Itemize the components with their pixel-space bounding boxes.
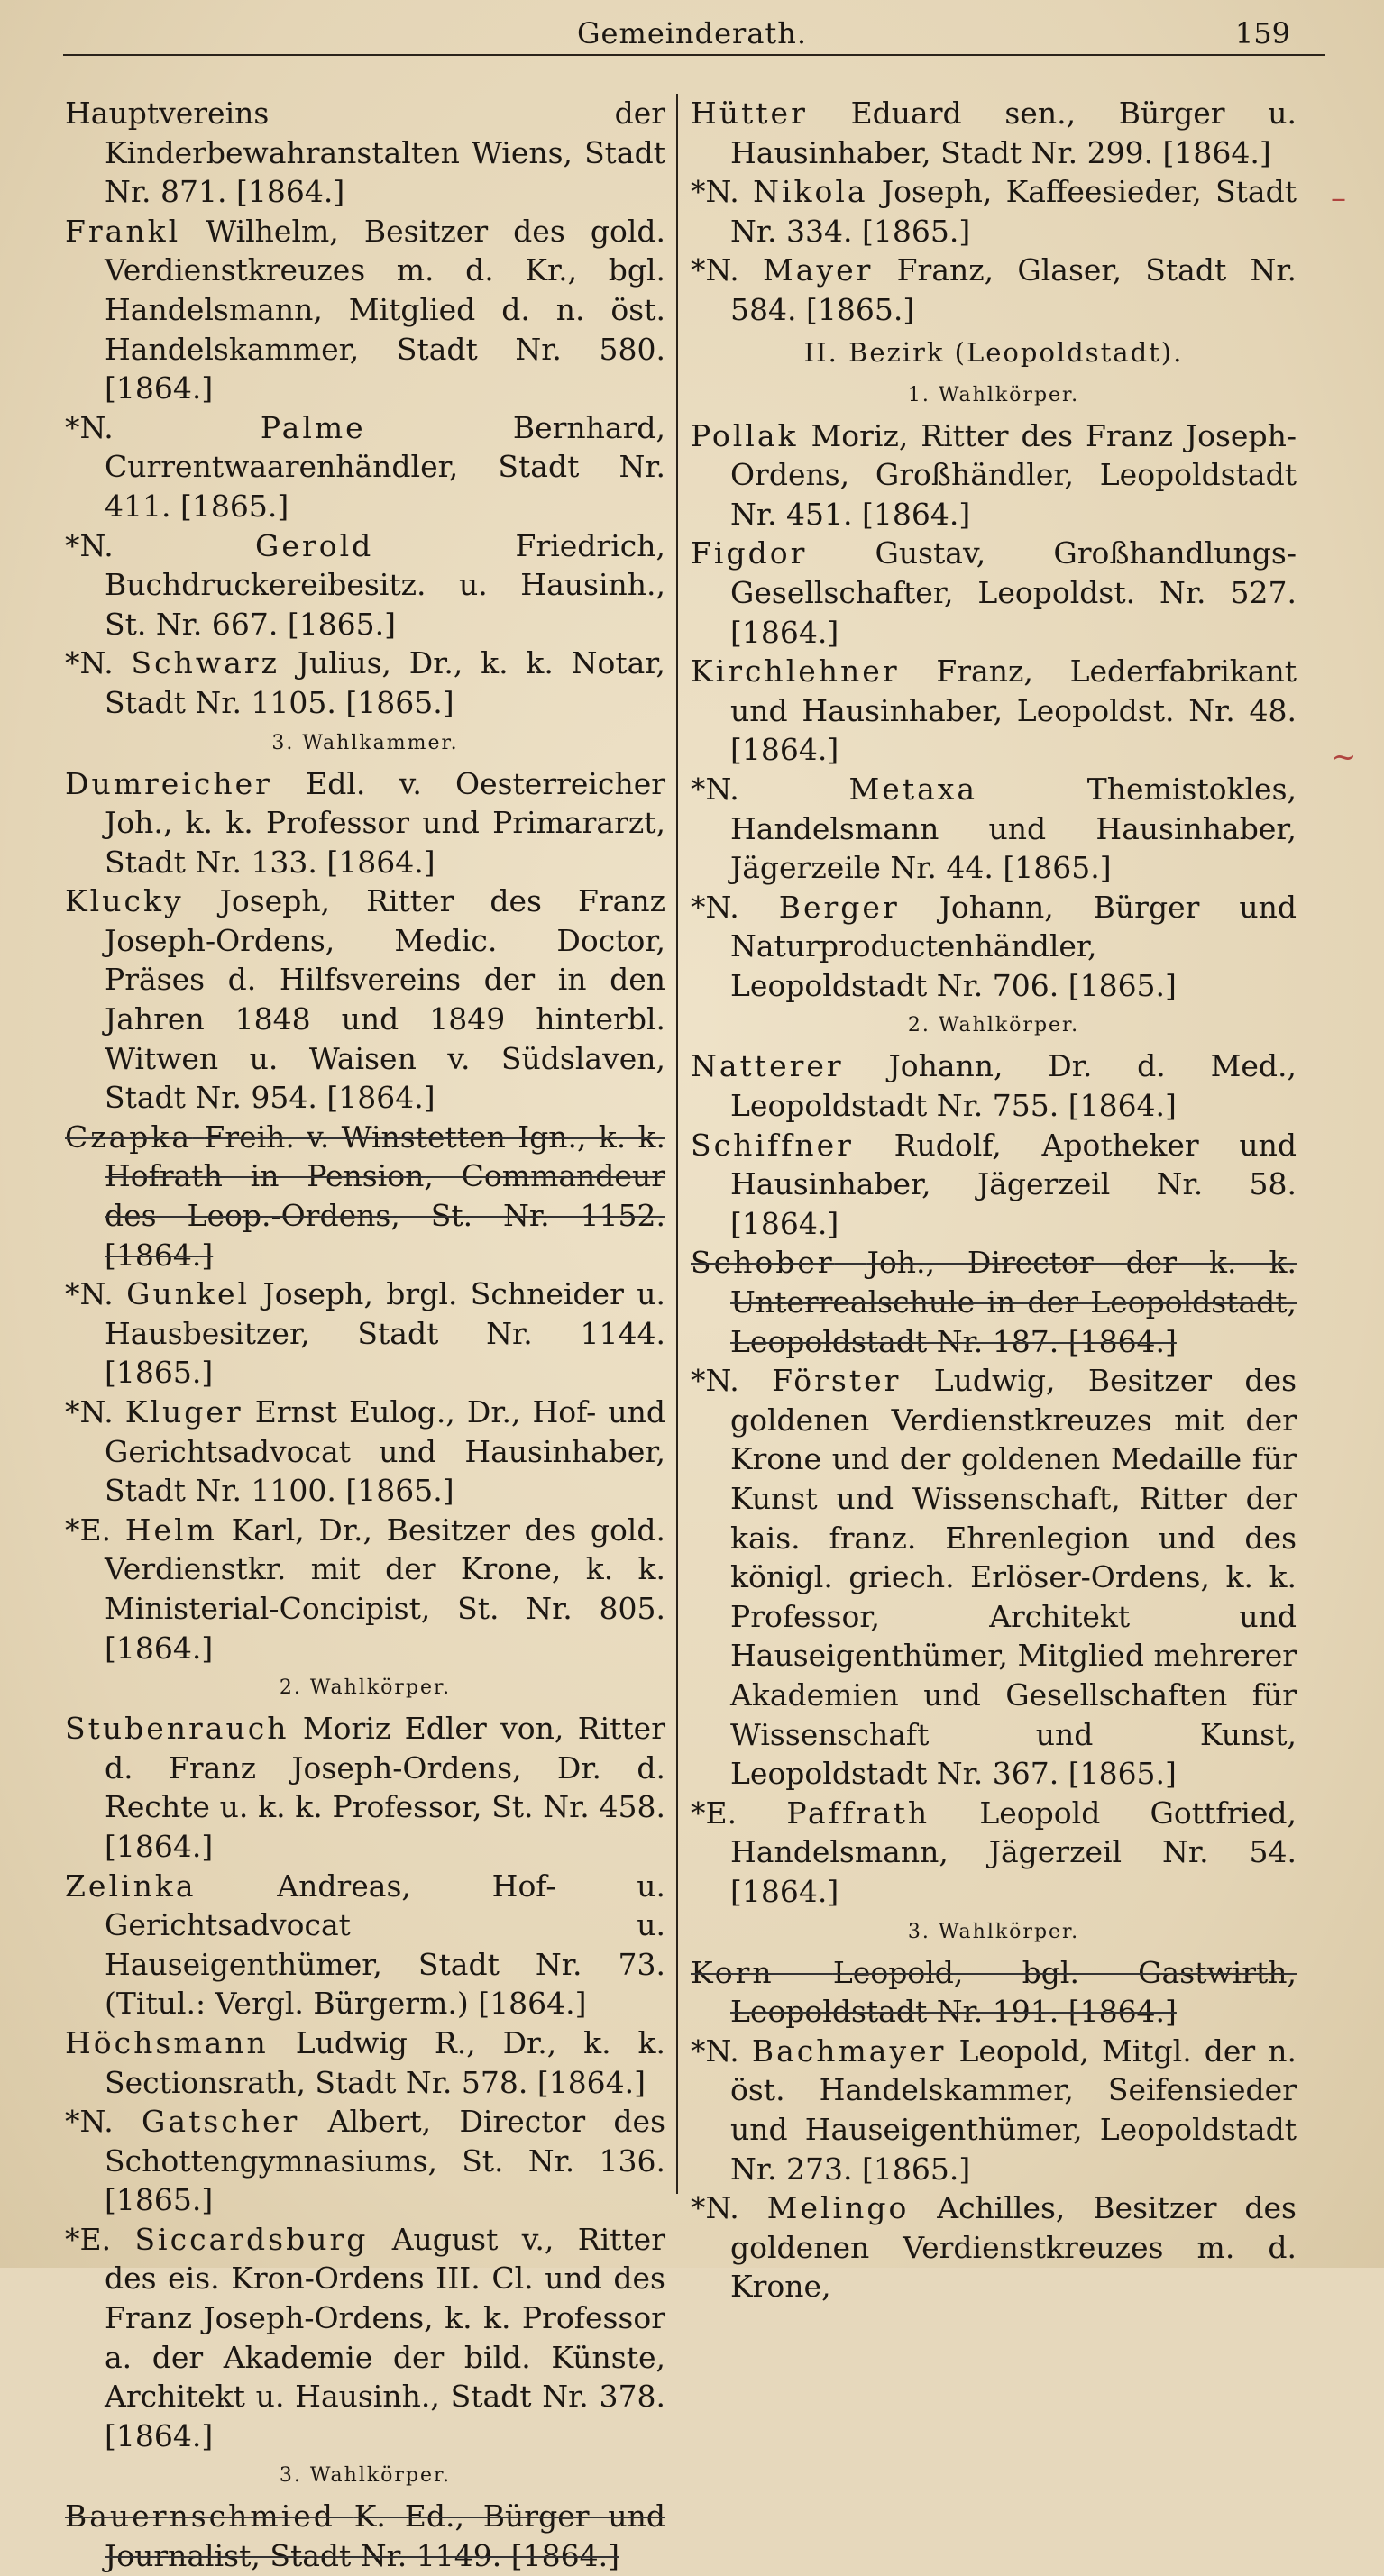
entry-details: Achilles, Besitzer des goldenen Verdienstkreuzes m. d. Krone,: [730, 2190, 1297, 2305]
entry-details: K. Ed., Bürger und Journalist, Stadt Nr. 1149. [1864.]: [105, 2498, 665, 2574]
entry-surname: Zelinka: [65, 1868, 197, 1904]
directory-entry: [691, 2188, 1297, 2307]
entry-details: Friedrich, Buchdruckereibesitz. u. Hausinh., St. Nr. 667. [1865.]: [105, 527, 665, 642]
section-heading: 3. Wahlkörper.: [907, 1920, 1080, 1943]
directory-entry: [65, 644, 665, 722]
entry-prefix: *E.: [65, 1512, 112, 1548]
entry-prefix: *N.: [65, 2104, 114, 2140]
directory-entry: [65, 94, 665, 212]
entry-surname: Dumreicher: [65, 765, 272, 801]
entry-surname: Melingo: [766, 2190, 910, 2226]
entry-surname: Figdor: [691, 535, 808, 571]
entry-prefix: *N.: [691, 174, 739, 210]
directory-entry: [65, 212, 665, 408]
margin-pencil-mark: –: [1331, 180, 1346, 216]
margin-pencil-mark: ~: [1331, 739, 1357, 775]
entry-prefix: *E.: [691, 1795, 738, 1831]
entry-details: Freih. v. Winstetten Ign., k. k. Hofrath in Pension, Commandeur des Leop.-Ordens, St. Nr. 1152. [1864.]: [105, 1119, 665, 1273]
entry-details: Joseph, Ritter des Franz Joseph-Ordens, Medic. Doctor, Präses d. Hilfsvereins der in den Jahren 1848 und 1849 hinterbl. Witwen u. Waisen v. Südslaven, Stadt Nr. 954. [1864.]: [105, 883, 665, 1116]
struck-entry: [691, 1243, 1297, 1361]
section-heading: 2. Wahlkörper.: [907, 1014, 1080, 1037]
left-column: [65, 94, 665, 2576]
entry-surname: Siccardsburg: [134, 2221, 369, 2257]
entry-details: Gustav, Großhandlungs-Gesellschafter, Leopoldst. Nr. 527. [1864.]: [730, 535, 1297, 650]
directory-entry: [691, 416, 1297, 534]
entry-details: Johann, Bürger und Naturproductenhändler, Leopoldstadt Nr. 706. [1865.]: [730, 889, 1297, 1003]
running-title: Gemeinderath.: [576, 16, 808, 50]
entry-details: Karl, Dr., Besitzer des gold. Verdienstkr. mit der Krone, k. k. Ministerial-Concipist, St. Nr. 805. [1864.]: [105, 1512, 665, 1666]
directory-entry: [65, 2102, 665, 2220]
entry-details: Joh., Director der k. k. Unterrealschule in der Leopoldstadt, Leopoldstadt Nr. 187. [1864.]: [730, 1245, 1297, 1359]
entry-surname: Nikola: [753, 174, 868, 210]
entry-details: Johann, Dr. d. Med., Leopoldstadt Nr. 755. [1864.]: [730, 1048, 1297, 1124]
struck-entry: [65, 1118, 665, 1274]
entry-surname: Schwarz: [131, 645, 280, 681]
entry-details: Joseph, Kaffeesieder, Stadt Nr. 334. [1865.]: [730, 174, 1297, 249]
entry-prefix: *N.: [65, 409, 114, 445]
entry-details: Themistokles, Handelsmann und Hausinhaber, Jägerzeile Nr. 44. [1865.]: [730, 771, 1297, 886]
entry-prefix: *N.: [691, 771, 739, 807]
entry-surname: Palme: [260, 409, 366, 445]
directory-entry: [65, 1274, 665, 1393]
right-column: [691, 94, 1297, 2307]
entry-surname: Bauernschmied: [65, 2498, 335, 2535]
directory-entry: [65, 1867, 665, 2023]
directory-entry: [691, 1126, 1297, 1244]
entry-prefix: *N.: [65, 527, 114, 563]
entry-details: Andreas, Hof- u. Gerichtsadvocat u. Hauseigenthümer, Stadt Nr. 73. (Titul.: Vergl. Bürgerm.) [1864.]: [105, 1868, 666, 2022]
entry-surname: Frankl: [65, 213, 181, 249]
entry-surname: Natterer: [691, 1048, 844, 1084]
entry-surname: Korn: [691, 1954, 774, 1990]
directory-entry: [691, 888, 1297, 1006]
directory-entry: [691, 172, 1297, 251]
entry-details: Rudolf, Apotheker und Hausinhaber, Jägerzeil Nr. 58. [1864.]: [730, 1127, 1297, 1241]
entry-surname: Pollak: [691, 417, 799, 453]
entry-details: Moriz Edler von, Ritter d. Franz Joseph-Ordens, Dr. d. Rechte u. k. k. Professor, St. Nr. 458. [1864.]: [105, 1711, 665, 1864]
entry-surname: Stubenrauch: [65, 1711, 289, 1747]
header-rule: [63, 54, 1325, 56]
directory-entry: [691, 2032, 1297, 2188]
section-heading: 2. Wahlkörper.: [279, 1676, 452, 1700]
entry-surname: Schiffner: [691, 1127, 854, 1163]
page-number: 159: [1234, 16, 1290, 50]
entry-surname: Mayer: [763, 252, 874, 288]
directory-entry: [65, 408, 665, 526]
entry-surname: Berger: [778, 889, 900, 925]
entry-surname: Paffrath: [786, 1795, 930, 1831]
entry-details: Moriz, Ritter des Franz Joseph-Ordens, Großhändler, Leopoldstadt Nr. 451. [1864.]: [730, 417, 1297, 532]
entry-surname: Hütter: [691, 96, 808, 131]
entry-surname: Klucky: [65, 883, 184, 919]
entry-prefix: *N.: [691, 2032, 739, 2069]
entry-details: Wilhelm, Besitzer des gold. Verdienstkreuzes m. d. Kr., bgl. Handelsmann, Mitglied d. n. öst. Handelskammer, Stadt Nr. 580. [1864.]: [105, 213, 665, 406]
struck-entry: [691, 1953, 1297, 2032]
entry-details: Bernhard, Currentwaarenhändler, Stadt Nr. 411. [1865.]: [105, 409, 665, 524]
entry-details: Eduard sen., Bürger u. Hausinhaber, Stadt Nr. 299. [1864.]: [730, 96, 1297, 170]
directory-entry: [691, 1361, 1297, 1794]
entry-surname: Schober: [691, 1245, 835, 1281]
entry-details: Hauptvereins der Kinderbewahranstalten Wiens, Stadt Nr. 871. [1864.]: [65, 96, 665, 210]
directory-entry: [65, 2220, 665, 2456]
entry-prefix: *N.: [691, 252, 739, 288]
entry-surname: Gatscher: [142, 2104, 300, 2140]
entry-details: Franz, Glaser, Stadt Nr. 584. [1865.]: [730, 252, 1297, 327]
entry-details: Ludwig R., Dr., k. k. Sectionsrath, Stadt Nr. 578. [1864.]: [105, 2024, 665, 2100]
directory-entry: [65, 1511, 665, 1667]
directory-entry: [691, 652, 1297, 770]
section-heading: II. Bezirk (Leopoldstadt).: [803, 336, 1184, 368]
entry-details: Franz, Lederfabrikant und Hausinhaber, Leopoldst. Nr. 48. [1864.]: [730, 653, 1297, 768]
entry-details: Leopold Gottfried, Handelsmann, Jägerzeil Nr. 54. [1864.]: [730, 1795, 1297, 1909]
entry-surname: Kirchlehner: [691, 653, 900, 690]
entry-surname: Metaxa: [848, 771, 978, 807]
directory-entry: [691, 1794, 1297, 1912]
entry-details: Leopold, bgl. Gastwirth, Leopoldstadt Nr. 191. [1864.]: [730, 1954, 1297, 2030]
directory-entry: [65, 1709, 665, 1866]
section-heading: 1. Wahlkörper.: [907, 383, 1080, 406]
directory-entry: [65, 2023, 665, 2102]
entry-details: Albert, Director des Schottengymnasiums, St. Nr. 136. [1865.]: [105, 2104, 665, 2218]
entry-surname: Förster: [772, 1363, 902, 1399]
entry-surname: Höchsmann: [65, 2024, 269, 2060]
entry-surname: Gerold: [255, 527, 374, 563]
entry-details: Joseph, brgl. Schneider u. Hausbesitzer, Stadt Nr. 1144. [1865.]: [105, 1276, 665, 1391]
entry-prefix: *N.: [691, 889, 739, 925]
directory-entry: [691, 1046, 1297, 1125]
entry-surname: Kluger: [124, 1394, 243, 1430]
section-heading: 3. Wahlkörper.: [279, 2464, 452, 2488]
entry-details: August v., Ritter des eis. Kron-Ordens III. Cl. und des Franz Joseph-Ordens, k. k. Professor a. der Akademie der bild. Künste, Architekt u. Hausinh., Stadt Nr. 378. [1864.]: [105, 2221, 665, 2453]
directory-entry: [691, 251, 1297, 329]
entry-prefix: *N.: [691, 1363, 739, 1399]
entry-details: Edl. v. Oesterreicher Joh., k. k. Professor und Primararzt, Stadt Nr. 133. [1864.]: [105, 765, 665, 880]
entry-prefix: *N.: [691, 2190, 739, 2226]
directory-entry: [65, 526, 665, 644]
directory-entry: [65, 882, 665, 1118]
section-heading: 3. Wahlkammer.: [271, 731, 459, 754]
entry-details: Leopold, Mitgl. der n. öst. Handelskammer, Seifensieder und Hauseigenthümer, Leopoldstadt Nr. 273. [1865.]: [730, 2032, 1297, 2187]
entry-surname: Czapka: [65, 1119, 193, 1155]
entry-surname: Helm: [124, 1512, 217, 1548]
directory-entry: [65, 764, 665, 882]
entry-surname: Bachmayer: [751, 2032, 947, 2069]
entry-details: Ludwig, Besitzer des goldenen Verdienstkreuzes mit der Krone und der goldenen Medaille für Kunst und Wissenschaft, Ritter der kais. franz. Ehrenlegion und des königl. griech. Erlöser-Ordens, k. k. Professor, Architekt und Hauseigenthümer, Mitglied mehrerer Akademien und Gesellschaften für Wissenschaft und Kunst, Leopoldstadt Nr. 367. [1865.]: [730, 1363, 1297, 1792]
entry-prefix: *N.: [65, 1276, 114, 1312]
struck-entry: [65, 2497, 665, 2575]
entry-prefix: *N.: [65, 645, 114, 681]
entry-prefix: *N.: [65, 1394, 114, 1430]
entry-surname: Gunkel: [126, 1276, 251, 1312]
entry-prefix: *E.: [65, 2221, 112, 2257]
column-divider: [676, 94, 678, 2194]
directory-entry: [691, 770, 1297, 888]
entry-details: Julius, Dr., k. k. Notar, Stadt Nr. 1105. [1865.]: [105, 645, 665, 720]
directory-entry: [691, 534, 1297, 652]
directory-entry: [65, 1393, 665, 1511]
entry-details: Ernst Eulog., Dr., Hof- und Gerichtsadvocat und Hausinhaber, Stadt Nr. 1100. [1865.]: [105, 1394, 665, 1509]
directory-entry: [691, 94, 1297, 172]
